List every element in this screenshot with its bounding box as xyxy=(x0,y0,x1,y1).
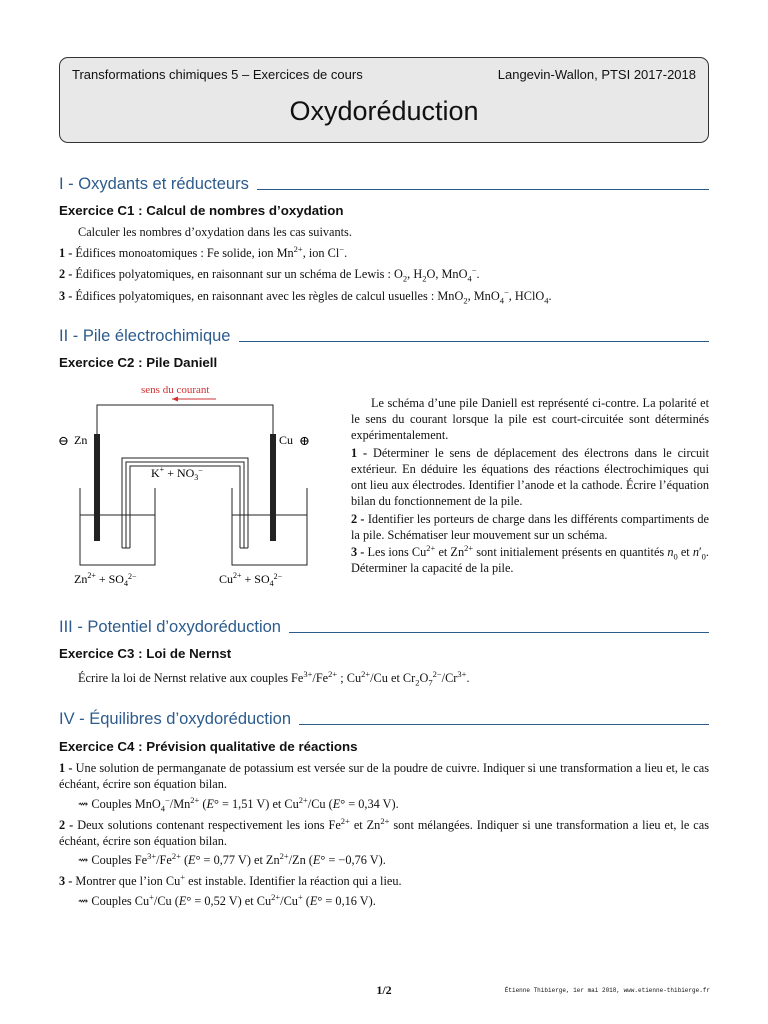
section-3-heading xyxy=(59,615,709,637)
right-beaker xyxy=(232,488,307,565)
external-wire xyxy=(97,405,273,436)
c1-q1: 1 - Édifices monoatomiques : Fe solide, ion $Mn^{2+}$, ion Cl−. xyxy=(59,243,348,260)
c2-q2: 2 - Identifier les porteurs de charge dans les différents compartiments de la pile. Schématiser leur mouvement sur un schéma. xyxy=(351,512,709,542)
section-rule xyxy=(239,341,710,342)
c1-intro: Calculer les nombres d’oxydation dans les cas suivants. xyxy=(78,225,352,239)
c2-q1: 1 - Déterminer le sens de déplacement des électrons dans le circuit extérieur. En déduire les équations des réactions électrochimiques qui ont lieu aux électrodes. Identifier l’anode et la cathode. Écrire l’équation bilan du fonctionnement de la pile. xyxy=(351,446,709,508)
right-solution-label: $Cu^{2+} + SO_4^{2-}$ xyxy=(219,571,283,588)
c3-text: Écrire la loi de Nernst relative aux couples $Fe^{3+}/Fe^{2+}$ ; $Cu^{2+}/Cu$ et $Cr_2O_7^{2-}/Cr^{3+}$. xyxy=(78,668,470,688)
negative-pole-icon: ⊖ xyxy=(58,433,69,448)
header-class: Langevin-Wallon, PTSI 2017-2018 xyxy=(497,67,696,82)
section-1-title: I - Oxydants et réducteurs xyxy=(59,175,249,193)
c2-intro: Le schéma d’une pile Daniell est représenté ci-contre. La polarité et le sens du courant lorsque la pile est court-circuitée sont déterminés expérimentalement. xyxy=(351,396,709,442)
section-rule xyxy=(289,632,709,633)
section-rule xyxy=(299,724,709,725)
daniell-cell-diagram xyxy=(50,378,320,593)
c4-q1: 1 - Une solution de permanganate de potassium est versée sur de la poudre de cuivre. Indiquer si une transformation a lieu et, le cas échéant, écrire son équation bilan. xyxy=(59,761,709,791)
section-2-heading xyxy=(59,324,709,346)
zinc-electrode xyxy=(94,434,100,541)
c4-q3-hint: ⇝ Couples Cu+/Cu (E° = 0,52 V) et $Cu^{2+}/Cu^+$ (E° = 0,16 V). xyxy=(78,891,376,908)
c4-q2: 2 - Deux solutions contenant respectivement les ions $Fe^{2+}$ et $Zn^{2+}$ sont mélangées. Indiquer si une transformation a lieu et, le cas échéant, écrire son équation bilan. xyxy=(59,815,709,848)
zinc-label: Zn xyxy=(74,433,88,447)
exercise-c1-title: Exercice C1 : Calcul de nombres d’oxydation xyxy=(59,203,344,218)
section-1-heading xyxy=(59,172,709,194)
exercise-c4-title: Exercice C4 : Prévision qualitative de réactions xyxy=(59,739,358,754)
exercise-c3-title: Exercice C3 : Loi de Nernst xyxy=(59,646,232,661)
c4-q2-hint: ⇝ Couples $Fe^{3+}/Fe^{2+}$ (E° = 0,77 V) et $Zn^{2+}/Zn$ (E° = −0,76 V). xyxy=(78,850,386,867)
c4-q3: 3 - Montrer que l’ion Cu+ est instable. Identifier la réaction qui a lieu. xyxy=(59,871,402,888)
copper-electrode xyxy=(270,434,276,541)
section-4-title: IV - Équilibres d’oxydoréduction xyxy=(59,710,292,728)
copper-label: Cu xyxy=(279,433,294,447)
positive-pole-icon: ⊕ xyxy=(299,433,310,448)
current-arrow xyxy=(172,397,216,402)
current-direction-label: sens du courant xyxy=(141,384,210,396)
left-solution-label: $Zn^{2+} + SO_4^{2-}$ xyxy=(74,571,137,588)
footer-credit: Étienne Thibierge, 1er mai 2018, www.etienne-thibierge.fr xyxy=(504,987,710,994)
section-rule xyxy=(257,189,709,190)
c1-q3: 3 - Édifices polyatomiques, en raisonnant avec les règles de calcul usuelles : MnO$_2$, MnO$_4$−, HClO$_4$. xyxy=(59,286,552,306)
section-2-title: II - Pile électrochimique xyxy=(59,327,231,345)
exercise-c2-title: Exercice C2 : Pile Daniell xyxy=(59,355,218,370)
page-number: 1/2 xyxy=(376,983,392,997)
c1-q2: 2 - Édifices polyatomiques, en raisonnant sur un schéma de Lewis : $O_2$, $H_2O$, MnO$_4$−. xyxy=(59,264,480,284)
c2-q3: 3 - Les ions $Cu^{2+}$ et $Zn^{2+}$ sont initialement présents en quantités $n_0$ et $n'_0$. Déterminer la capacité de la pile. xyxy=(351,542,709,575)
page-title: Oxydoréduction xyxy=(289,96,479,126)
salt-bridge-ions: $K^+ + NO_3^-$ xyxy=(151,465,203,482)
header-box xyxy=(59,57,709,143)
header-course: Transformations chimiques 5 – Exercices de cours xyxy=(72,67,363,82)
c4-q1-hint: ⇝ Couples $MnO_4^-/Mn^{2+}$ (E° = 1,51 V) et $Cu^{2+}/Cu$ (E° = 0,34 V). xyxy=(78,794,399,814)
section-3-title: III - Potentiel d’oxydoréduction xyxy=(59,618,281,636)
section-4-heading xyxy=(59,707,709,729)
left-beaker xyxy=(80,488,155,565)
